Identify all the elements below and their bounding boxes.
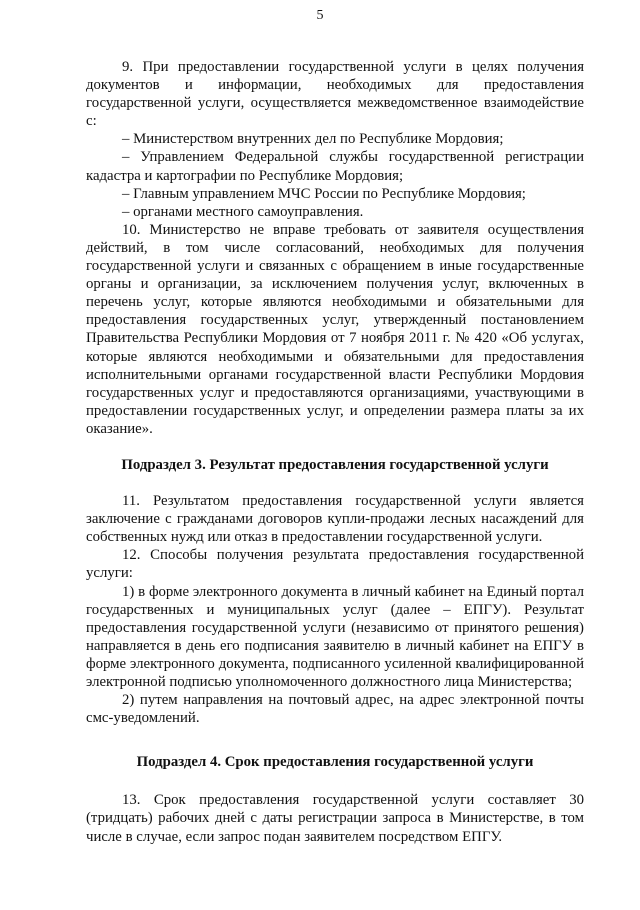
paragraph-10: 10. Министерство не вправе требовать от заявителя осуществления действий, в том числе согласований, необходимых для получения государственной услуги и связанных с обращением в иные государственные органы и организации, за исключением получения услуг, включенных в перечень услуг, которые являются необходимыми и обязательными для предоставления государственных услуг, утвержденный постановлением Правительства Республики Мордовия от 7 ноября 2011 г. № 420 «Об услугах, которые являются необходимыми и обязательными для предоставления исполнительными органами государственной власти Республики Мордовия государственных услуг и предоставляются организациями, участвующими в предоставлении государственных услуг, и определении размера платы за их оказание». [86, 221, 584, 437]
paragraph-12-item-1: 1) в форме электронного документа в личный кабинет на Единый портал государственных и муниципальных услуг (далее – ЕПГУ). Результат предоставления государственной услуги (независимо от принятого решения) направляется в день его подписания заявителю в личный кабинет на ЕПГУ в форме электронного документа, подписанного усиленной квалифицированной электронной подписью уполномоченного должностного лица Министерства; [86, 583, 584, 690]
subsection-4-heading: Подраздел 4. Срок предоставления государственной услуги [136, 754, 534, 771]
paragraph-11: 11. Результатом предоставления государственной услуги является заключение с гражданами договоров купли-продажи лесных насаждений для собственных нужд или отказ в предоставлении государственной услуги. [86, 493, 584, 546]
page-number: 5 [316, 8, 324, 23]
paragraph-12: 12. Способы получения результата предоставления государственной услуги: [86, 547, 584, 582]
list-item-local-government: – органами местного самоуправления. [122, 203, 364, 220]
document-body [86, 58, 584, 846]
paragraph-13: 13. Срок предоставления государственной услуги составляет 30 (тридцать) рабочих дней с даты регистрации запроса в Министерстве, в том числе в случае, если запрос подан заявителем посредством ЕПГУ. [86, 792, 584, 845]
list-item-mchs: – Главным управлением МЧС России по Республике Мордовия; [122, 185, 526, 202]
paragraph-9: 9. При предоставлении государственной услуги в целях получения документов и информации, необходимых для предоставления государственной услуги, осуществляется межведомственное взаимодействие с: [86, 59, 584, 130]
subsection-3-heading: Подраздел 3. Результат предоставления государственной услуги [121, 456, 549, 473]
paragraph-12-item-2: 2) путем направления на почтовый адрес, на адрес электронной почты смс-уведомлений. [86, 692, 584, 727]
list-item-mvd: – Министерством внутренних дел по Республике Мордовия; [122, 131, 504, 148]
list-item-rosreestr: – Управлением Федеральной службы государственной регистрации кадастра и картографии по Республике Мордовия; [86, 149, 584, 184]
